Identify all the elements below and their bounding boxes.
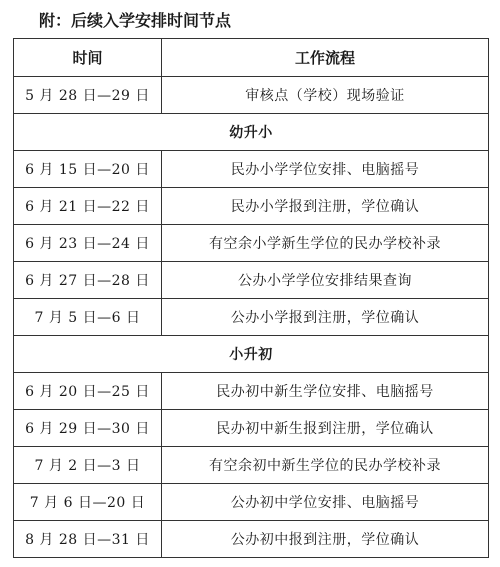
table-row (14, 77, 489, 114)
time-cell: 6 月 20 日—25 日 (14, 373, 162, 410)
flow-cell: 民办小学学位安排、电脑摇号 (162, 151, 489, 188)
flow-cell: 民办小学报到注册，学位确认 (162, 188, 489, 225)
table-row (14, 262, 489, 299)
time-cell: 6 月 21 日—22 日 (14, 188, 162, 225)
time-cell: 7 月 2 日—3 日 (14, 447, 162, 484)
flow-cell: 有空余初中新生学位的民办学校补录 (162, 447, 489, 484)
table-row (14, 188, 489, 225)
header-flow: 工作流程 (162, 39, 489, 77)
time-cell: 8 月 28 日—31 日 (14, 521, 162, 558)
section-heading-middle: 小升初 (14, 336, 489, 373)
time-cell: 6 月 15 日—20 日 (14, 151, 162, 188)
flow-cell: 有空余小学新生学位的民办学校补录 (162, 225, 489, 262)
table-row (14, 151, 489, 188)
table-row (14, 373, 489, 410)
table-row (14, 521, 489, 558)
time-cell: 6 月 27 日—28 日 (14, 262, 162, 299)
time-cell: 7 月 5 日—6 日 (14, 299, 162, 336)
flow-cell: 民办初中新生报到注册，学位确认 (162, 410, 489, 447)
flow-cell: 公办初中报到注册，学位确认 (162, 521, 489, 558)
flow-cell: 公办小学学位安排结果查询 (162, 262, 489, 299)
table-header-row (14, 39, 489, 77)
table-row (14, 447, 489, 484)
table-row (14, 225, 489, 262)
table-row (14, 484, 489, 521)
section-heading-primary: 幼升小 (14, 114, 489, 151)
time-cell: 7 月 6 日—20 日 (14, 484, 162, 521)
table-row (14, 299, 489, 336)
section-row (14, 336, 489, 373)
section-row (14, 114, 489, 151)
flow-cell: 审核点（学校）现场验证 (162, 77, 489, 114)
schedule-table (13, 38, 489, 558)
time-cell: 6 月 23 日—24 日 (14, 225, 162, 262)
document-title: 附：后续入学安排时间节点 (39, 11, 232, 30)
flow-cell: 公办小学报到注册，学位确认 (162, 299, 489, 336)
time-cell: 6 月 29 日—30 日 (14, 410, 162, 447)
flow-cell: 公办初中学位安排、电脑摇号 (162, 484, 489, 521)
time-cell: 5 月 28 日—29 日 (14, 77, 162, 114)
header-time: 时间 (14, 39, 162, 77)
flow-cell: 民办初中新生学位安排、电脑摇号 (162, 373, 489, 410)
table-row (14, 410, 489, 447)
